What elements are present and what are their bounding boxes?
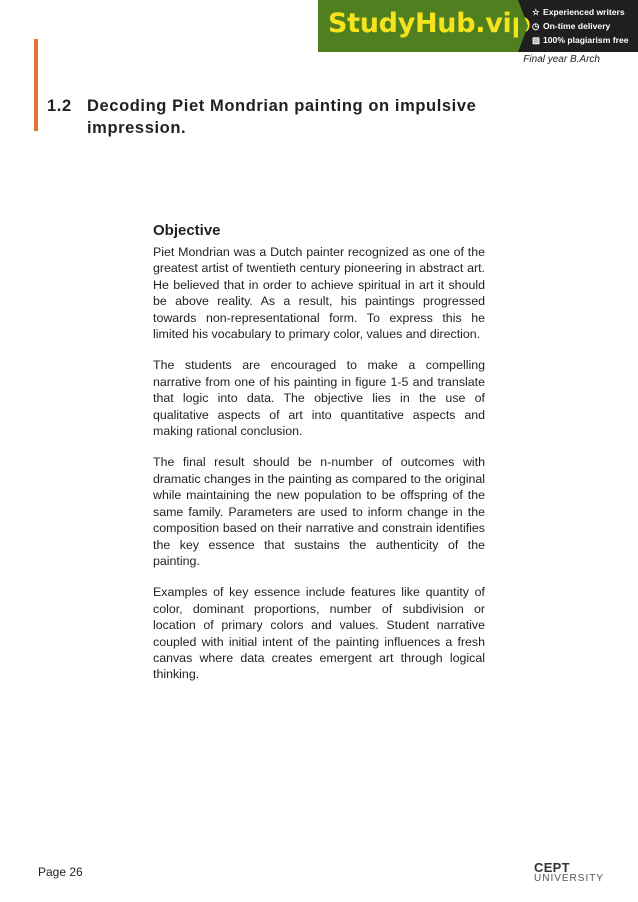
logo-line-2: UNIVERSITY [534,873,605,884]
watermark-features [532,5,629,47]
university-logo [534,860,604,884]
paragraph: The final result should be n-number of outcomes with dramatic changes in the painting as compared to the original while maintaining the new population to be offspring of the same family. Parameters are used to inform change in the composition based on their narrative and constrain identifies the key essence that sustains the authenticity of the painting. [153,455,485,568]
page-number: Page 26 [38,865,83,879]
clock-icon: ◷ [532,21,540,31]
watermark-brand: StudyHub.vip [328,8,531,39]
star-icon: ☆ [532,7,540,17]
paragraph: The students are encouraged to make a compelling narrative from one of his painting in figure 1-5 and translate that logic into data. The objective lies in the use of qualitative aspects of art into quantitative aspects and making rational conclusion. [153,358,485,439]
watermark-feature: ◷ On-time delivery [532,21,611,31]
document-tag: Final year B.Arch [523,54,600,65]
section-accent-bar [34,39,38,131]
watermark-banner [318,0,638,52]
objective-block [153,222,485,698]
document-icon: ▨ [532,35,541,45]
section-title: Decoding Piet Mondrian painting on impulsive impression. [87,97,477,137]
paragraph: Piet Mondrian was a Dutch painter recognized as one of the greatest artist of twentieth century pioneering in abstract art. He believed that in order to achieve spiritual in art it should be above reality. As a result, his paintings progressed towards non-representational form. To express this he limited his vocabulary to primary color, values and direction. [153,245,485,342]
watermark-feature: ☆ Experienced writers [532,7,625,17]
section-number: 1.2 [47,97,72,115]
watermark-feature: ▨ 100% plagiarism free [532,35,629,45]
objective-heading: Objective [153,222,221,239]
watermark-arrow [518,0,528,52]
paragraph: Examples of key essence include features like quantity of color, dominant proportions, number of subdivision or location of primary colors and values. Student narrative coupled with initial intent of the painting influences a fresh canvas where data creates emergent art through logical thinking. [153,585,485,682]
logo-line-1: CEPT [534,860,570,875]
watermark-logo [318,0,531,52]
